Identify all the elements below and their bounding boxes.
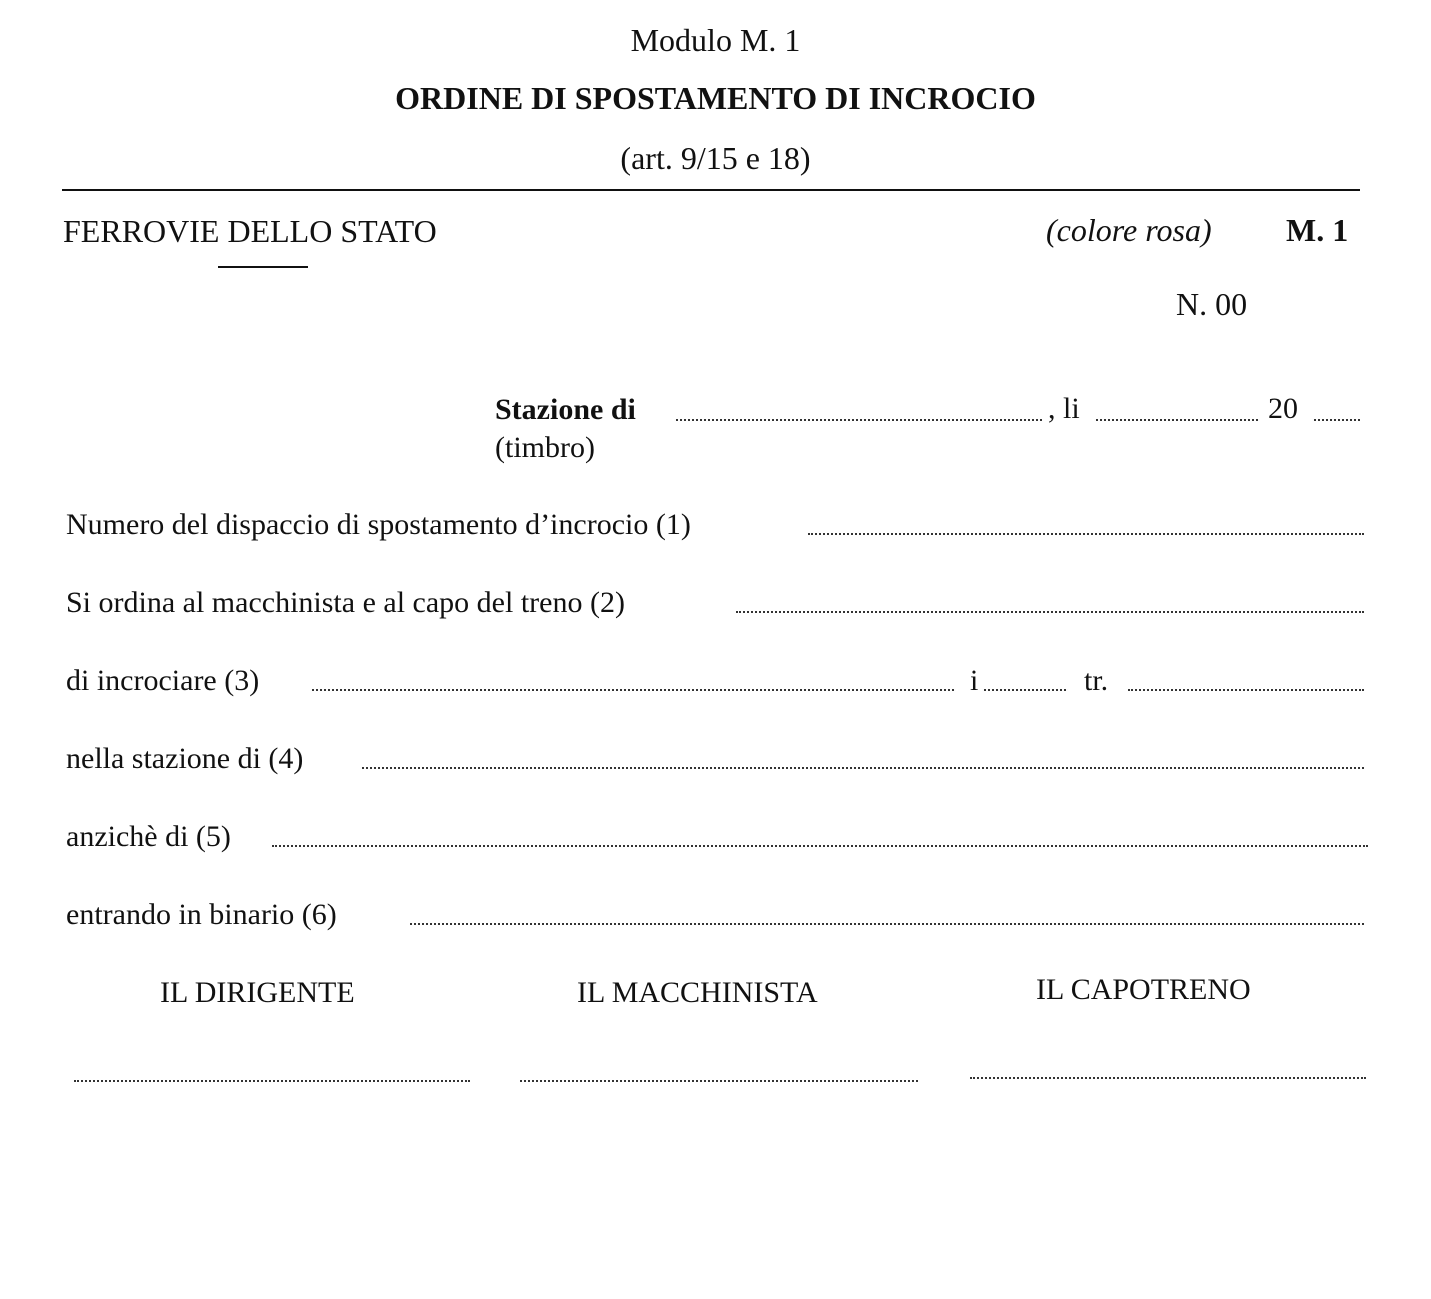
cross-article-field[interactable] bbox=[984, 689, 1066, 691]
organization-underline bbox=[218, 266, 308, 268]
driver-signature-label: IL MACCHINISTA bbox=[577, 976, 818, 1009]
conductor-signature-field[interactable] bbox=[970, 1077, 1366, 1079]
instead-of-field[interactable] bbox=[272, 845, 1368, 847]
at-station-field[interactable] bbox=[362, 767, 1364, 769]
entering-track-label: entrando in binario (6) bbox=[66, 898, 337, 931]
header-divider bbox=[62, 189, 1360, 191]
year-field[interactable] bbox=[1314, 419, 1360, 421]
cross-train-label: tr. bbox=[1084, 664, 1109, 697]
order-to-label: Si ordina al macchinista e al capo del treno (2) bbox=[66, 586, 625, 619]
dispatch-number-field[interactable] bbox=[808, 533, 1364, 535]
cross-with-label: di incrociare (3) bbox=[66, 664, 260, 697]
station-name-field[interactable] bbox=[676, 419, 1042, 421]
date-field[interactable] bbox=[1096, 419, 1258, 421]
articles-reference: (art. 9/15 e 18) bbox=[620, 140, 811, 176]
year-prefix: 20 bbox=[1268, 392, 1298, 425]
station-label: Stazione di bbox=[495, 393, 636, 426]
entering-track-field[interactable] bbox=[410, 923, 1364, 925]
dispatch-number-label: Numero del dispaccio di spostamento d’incrocio (1) bbox=[66, 508, 691, 541]
cross-with-field[interactable] bbox=[312, 689, 954, 691]
manager-signature-field[interactable] bbox=[74, 1080, 470, 1082]
driver-signature-field[interactable] bbox=[520, 1080, 918, 1082]
manager-signature-label: IL DIRIGENTE bbox=[160, 976, 355, 1009]
form-number: N. 00 bbox=[1176, 286, 1248, 322]
date-separator: , li bbox=[1048, 392, 1080, 425]
color-note: (colore rosa) bbox=[1046, 212, 1212, 248]
form-code: M. 1 bbox=[1286, 212, 1349, 248]
conductor-signature-label: IL CAPOTRENO bbox=[1036, 973, 1251, 1006]
organization-name: FERROVIE DELLO STATO bbox=[63, 213, 437, 249]
module-label: Modulo M. 1 bbox=[630, 22, 801, 58]
form-title: ORDINE DI SPOSTAMENTO DI INCROCIO bbox=[395, 80, 1036, 116]
order-to-field[interactable] bbox=[736, 611, 1364, 613]
at-station-label: nella stazione di (4) bbox=[66, 742, 304, 775]
instead-of-label: anzichè di (5) bbox=[66, 820, 231, 853]
cross-train-field[interactable] bbox=[1128, 689, 1364, 691]
stamp-note: (timbro) bbox=[495, 431, 595, 464]
cross-article-label: i bbox=[970, 664, 979, 697]
